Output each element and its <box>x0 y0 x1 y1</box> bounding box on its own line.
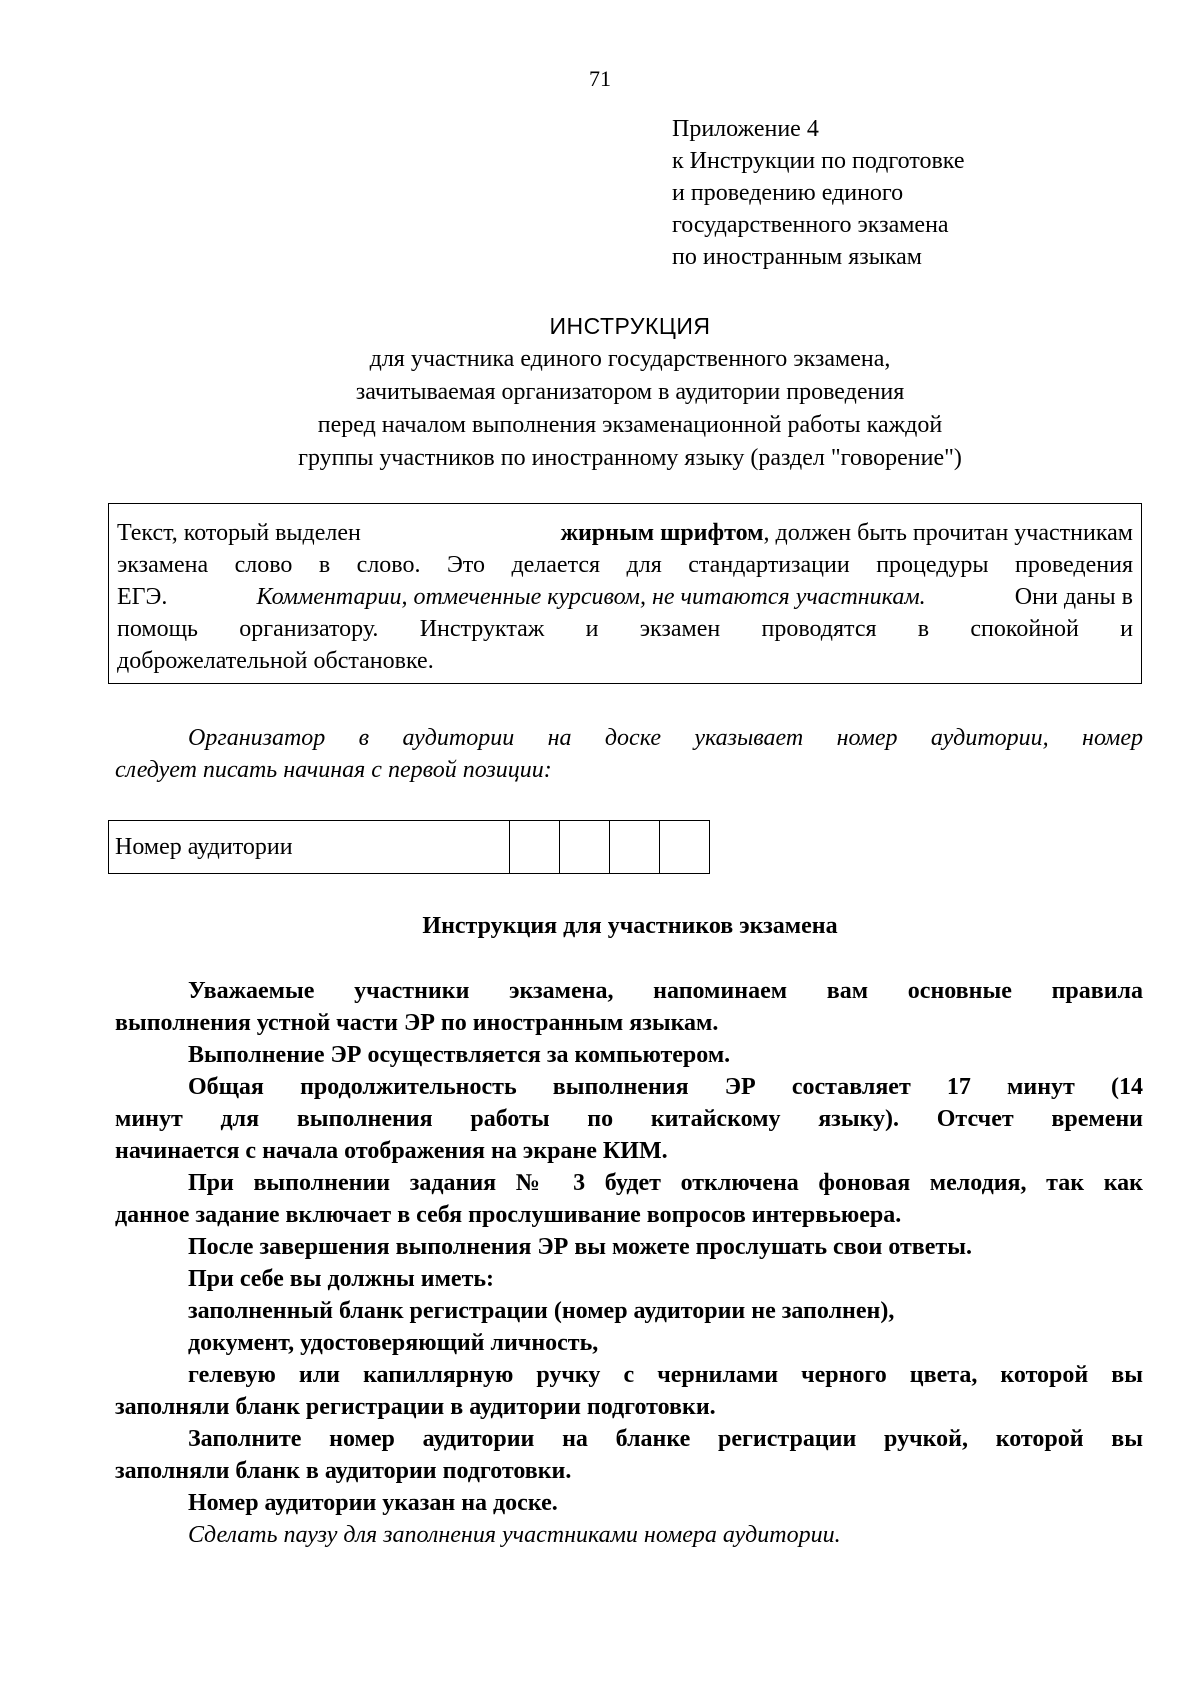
appendix-line: государственного экзамена <box>672 212 949 238</box>
notice-text: ЕГЭ. <box>117 584 168 610</box>
instruction-text: минут для выполнения работы по китайскому языку). Отсчет времени <box>115 1106 1143 1132</box>
organizer-note-line <box>115 722 1143 754</box>
notice-text: Они даны в <box>1014 584 1133 610</box>
organizer-note <box>115 722 1143 786</box>
instruction-line <box>115 1135 1143 1167</box>
instruction-line <box>115 1039 1143 1071</box>
title-line: перед началом выполнения экзаменационной работы каждой <box>317 412 943 438</box>
instruction-line <box>115 1231 1143 1263</box>
notice-line <box>117 613 1133 645</box>
instruction-line <box>115 1327 1143 1359</box>
instruction-line <box>115 1199 1143 1231</box>
room-number-cell[interactable] <box>610 821 660 874</box>
instruction-line <box>115 975 1143 1007</box>
room-number-cell[interactable] <box>560 821 610 874</box>
notice-line <box>117 549 1133 581</box>
instruction-text: начинается с начала отображения на экране КИМ. <box>115 1138 668 1164</box>
notice-line <box>117 645 1133 677</box>
instruction-line <box>115 1455 1143 1487</box>
instruction-text: гелевую или капиллярную ручку с чернилами черного цвета, которой вы <box>188 1362 1143 1388</box>
instruction-text: Номер аудитории указан на доске. <box>188 1490 558 1516</box>
instruction-line <box>115 1519 1143 1551</box>
document-title <box>0 310 1200 475</box>
organizer-note-text: Организатор в аудитории на доске указывает номер аудитории, номер <box>188 725 1143 751</box>
section-heading: Инструкция для участников экзамена <box>422 913 838 939</box>
instruction-text: данное задание включает в себя прослушивание вопросов интервьюера. <box>115 1202 902 1228</box>
appendix-line: к Инструкции по подготовке <box>672 148 965 174</box>
instruction-line <box>115 1167 1143 1199</box>
page-number: 71 <box>589 66 611 91</box>
notice-italic-text: Комментарии, отмеченные курсивом, не читаются участникам. <box>256 584 926 610</box>
instruction-text: документ, удостоверяющий личность, <box>188 1330 599 1356</box>
notice-bold-text: жирным шрифтом <box>560 520 764 546</box>
notice-box <box>108 503 1142 684</box>
instruction-line <box>115 1423 1143 1455</box>
instruction-text: заполняли бланк регистрации в аудитории подготовки. <box>115 1394 716 1420</box>
instruction-line <box>115 1263 1143 1295</box>
notice-text: экзамена слово в слово. Это делается для стандартизации процедуры проведения <box>117 552 1133 578</box>
instruction-line <box>115 1071 1143 1103</box>
appendix-line: и проведению единого <box>672 180 904 206</box>
instruction-text: Общая продолжительность выполнения ЭР составляет 17 минут (14 <box>188 1074 1143 1100</box>
room-number-cell[interactable] <box>660 821 710 874</box>
instruction-text: После завершения выполнения ЭР вы можете прослушать свои ответы. <box>188 1234 972 1260</box>
notice-text: , должен быть прочитан участникам <box>763 520 1133 546</box>
notice-text: Текст, который выделен <box>117 520 361 546</box>
instruction-text: При выполнении задания № 3 будет отключена фоновая мелодия, так как <box>188 1170 1143 1196</box>
instruction-line <box>115 1391 1143 1423</box>
instruction-line <box>115 1295 1143 1327</box>
instruction-text: выполнения устной части ЭР по иностранным языкам. <box>115 1010 719 1036</box>
participant-instructions <box>115 975 1143 1551</box>
title-line: группы участников по иностранному языку (раздел "говорение") <box>298 445 962 471</box>
instruction-text: При себе вы должны иметь: <box>188 1266 495 1292</box>
instruction-comment: Сделать паузу для заполнения участниками номера аудитории. <box>188 1522 841 1548</box>
instruction-text: Выполнение ЭР осуществляется за компьютером. <box>188 1042 731 1068</box>
instruction-text: заполненный бланк регистрации (номер аудитории не заполнен), <box>188 1298 895 1324</box>
appendix-line: Приложение 4 <box>672 116 819 142</box>
instruction-line <box>115 1487 1143 1519</box>
room-number-label: Номер аудитории <box>109 821 510 874</box>
room-number-table <box>108 820 710 874</box>
instruction-text: Уважаемые участники экзамена, напоминаем вам основные правила <box>188 978 1143 1004</box>
notice-text: помощь организатору. Инструктаж и экзамен проводятся в спокойной и <box>117 616 1133 642</box>
notice-line <box>117 517 1133 549</box>
title-main: ИНСТРУКЦИЯ <box>549 313 711 339</box>
instruction-text: Заполните номер аудитории на бланке регистрации ручкой, которой вы <box>188 1426 1143 1452</box>
instruction-line <box>115 1359 1143 1391</box>
appendix-note <box>672 113 965 273</box>
instruction-line <box>115 1007 1143 1039</box>
notice-text <box>561 517 1133 549</box>
appendix-line: по иностранным языкам <box>672 244 922 270</box>
instruction-text: заполняли бланк в аудитории подготовки. <box>115 1458 572 1484</box>
title-line: зачитываемая организатором в аудитории проведения <box>355 379 905 405</box>
room-number-cell[interactable] <box>510 821 560 874</box>
organizer-note-text: следует писать начиная с первой позиции: <box>115 757 552 783</box>
instruction-line <box>115 1103 1143 1135</box>
title-line: для участника единого государственного экзамена, <box>369 346 891 372</box>
room-number-row <box>109 821 710 874</box>
notice-line <box>117 581 1133 613</box>
organizer-note-line <box>115 754 1143 786</box>
notice-text: доброжелательной обстановке. <box>117 648 434 674</box>
